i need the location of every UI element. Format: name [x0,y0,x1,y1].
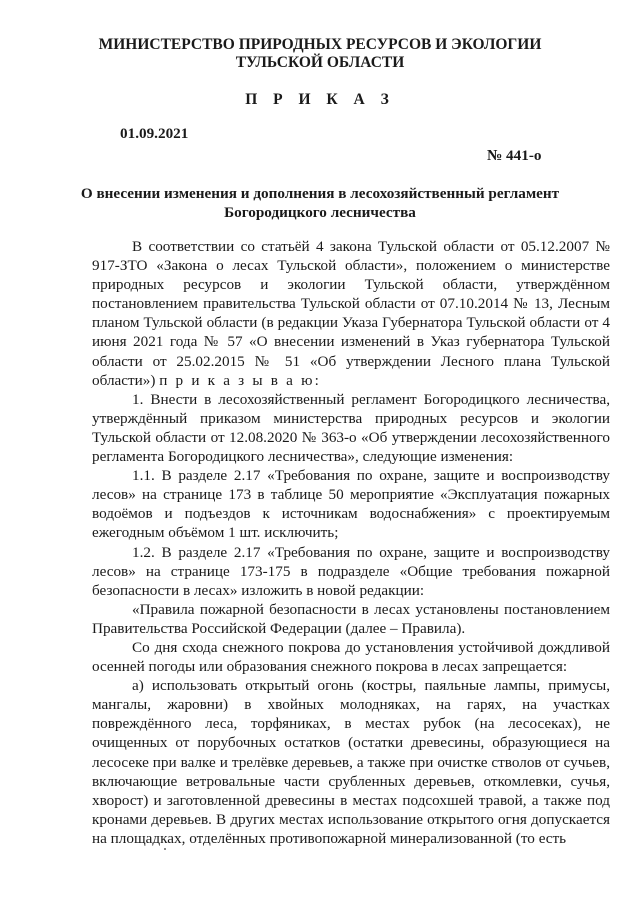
ministry-header [0,36,640,72]
item-a-paragraph: а) использовать открытый огонь (костры, паяльные лампы, примусы, мангалы, жаровни) в хвойных молодняках, на гарях, на участках повреждённого леса, торфяниках, в местах рубок (на лесосеках), не очищенных от порубочных остатков (остатки древесины, образующиеся на лесосеке при валке и трелёвке деревьев, а также при очистке стволов от сучьев, включающие ветровальные части срубленных деревьев, откомлевки, сучья, хворост) и заготовленной древесины в местах подсохшей травой, а также под кронами деревьев. В других местах использование открытого огня допускается на площадках, отделённых противопожарной минерализованной (то есть [92,677,610,847]
document-date: 01.09.2021 [120,125,189,142]
rules-paragraph: «Правила пожарной безопасности в лесах установлены постановлением Правительства Российской Федерации (далее – Правила). [92,600,610,637]
ministry-name-line2: ТУЛЬСКОЙ ОБЛАСТИ [235,54,405,71]
item-1-paragraph: 1. Внести в лесохозяйственный регламент Богородицкого лесничества, утверждённый приказом министерства природных ресурсов и экологии Тульской области от 12.08.2020 № 363-о «Об утверждении лесохозяйственного регламента Богородицкого лесничества», следующие изменения: [92,390,610,466]
document-type: П Р И К А З [245,91,395,108]
document-body [92,237,610,848]
document-title [0,184,640,222]
document-number: № 441-о [487,147,542,164]
preamble-paragraph [92,237,610,390]
prohibition-intro-paragraph: Со дня схода снежного покрова до установления устойчивой дождливой осенней погоды или образования снежного покрова в лесах запрещается: [92,638,610,676]
title-line1: О внесении изменения и дополнения в лесохозяйственный регламент [80,185,560,202]
title-line2: Богородицкого лесничества [224,204,416,221]
order-word: п р и к а з ы в а ю: [159,371,322,389]
item-1-1-paragraph: 1.1. В разделе 2.17 «Требования по охране, защите и воспроизводству лесов» на странице 173 в таблице 50 мероприятие «Эксплуатация пожарных водоёмов и подъездов к источникам водоснабжения» с проектируемым ежегодным объёмом 1 шт. исключить; [92,467,610,542]
scan-speck [164,848,166,850]
ministry-name-line1: МИНИСТЕРСТВО ПРИРОДНЫХ РЕСУРСОВ И ЭКОЛОГИИ [98,36,542,53]
preamble-text: В соответствии со статьёй 4 закона Тульской области от 05.12.2007 № 917-ЗТО «Закона о лесах Тульской области», положением о министерстве природных ресурсов и экологии Тульской области, утверждённом постановлением правительства Тульской области от 07.10.2014 № 13, Лесным планом Тульской области (в редакции Указа Губернатора Тульской области от 4 июня 2021 года № 57 «О внесении изменений в Указ губернатора Тульской области от 25.02.2015 № 51 «Об утверждении Лесного плана Тульской области») [92,238,610,389]
item-1-2-paragraph: 1.2. В разделе 2.17 «Требования по охране, защите и воспроизводству лесов» на странице 173-175 в подразделе «Общие требования пожарной безопасности в лесах» изложить в новой редакции: [92,543,610,599]
